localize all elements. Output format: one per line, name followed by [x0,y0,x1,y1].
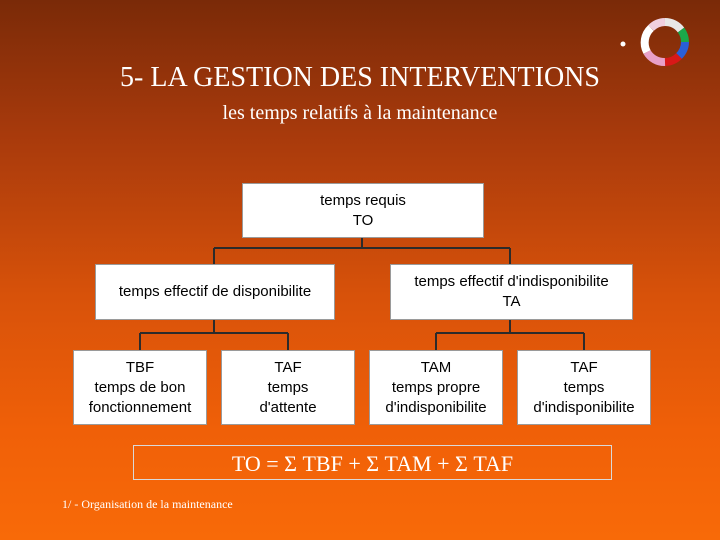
slide-title: 5- LA GESTION DES INTERVENTIONS [120,62,600,93]
node-label: d'attente [259,398,317,416]
node-label: temps de bon [94,378,186,396]
formula-box: TO = Σ TBF + Σ TAM + Σ TAF [133,445,612,480]
node-label: temps [267,378,309,396]
node-temps-effectif-disponibilite [95,264,335,320]
node-code: TAM [420,358,452,376]
node-label: temps propre [391,378,481,396]
node-label: temps requis [320,191,406,209]
node-code: TAF [274,358,302,376]
node-taf-indisponibilite [517,350,651,425]
node-code: TO [352,211,374,229]
slide-subtitle: les temps relatifs à la maintenance [222,102,498,124]
node-code: TAF [570,358,598,376]
node-label: temps [563,378,605,396]
node-code: TA [502,293,521,310]
node-code: TBF [125,358,155,376]
node-label: fonctionnement [88,398,192,416]
footer-text: 1/ - Organisation de la maintenance [62,497,233,511]
node-temps-requis [242,183,484,238]
node-label: temps effectif d'indisponibilite [414,273,609,290]
node-label: d'indisponibilite [385,398,487,416]
node-label: d'indisponibilite [533,398,635,416]
node-tbf [73,350,207,425]
node-temps-effectif-indisponibilite [390,264,633,320]
node-label: temps effectif de disponibilite [118,283,312,300]
node-taf-attente [221,350,355,425]
node-tam [369,350,503,425]
